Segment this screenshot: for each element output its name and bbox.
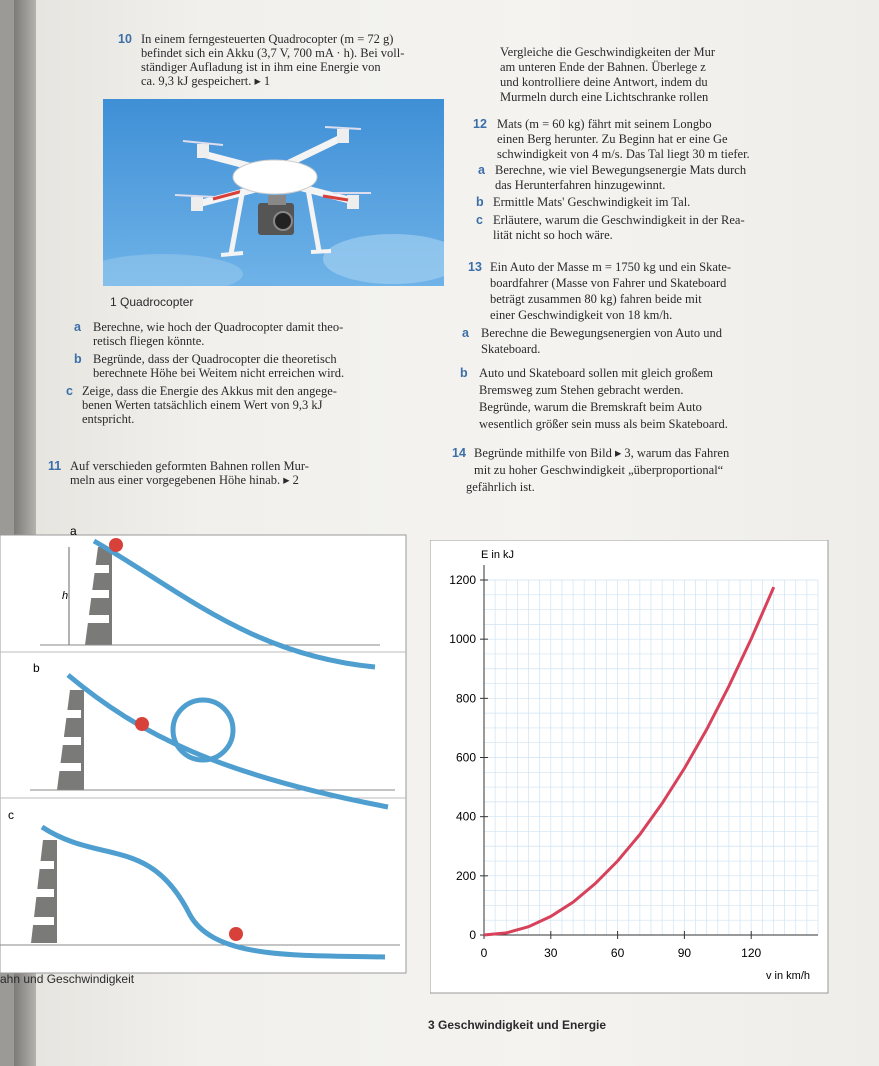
task-13-line-1: Ein Auto der Masse m = 1750 kg und ein Skate- bbox=[490, 260, 732, 274]
task-13-line-3: beträgt zusammen 80 kg) fahren beide mit bbox=[490, 292, 702, 306]
height-label: h bbox=[62, 590, 69, 602]
task-12a-line-2: das Herunterfahren hinzugewinnt. bbox=[495, 178, 666, 192]
right-top-line-4: Murmeln durch eine Lichtschranke rollen bbox=[500, 90, 709, 104]
task-10c-line-2: benen Werten tatsächlich einem Wert von 9,3 kJ bbox=[82, 398, 323, 412]
task-11-number: 11 bbox=[48, 459, 62, 473]
figure-3-caption: 3 Geschwindigkeit und Energie bbox=[428, 1018, 607, 1032]
task-14-line-1: Begründe mithilfe von Bild ▸ 3, warum das Fahren bbox=[474, 446, 730, 460]
y-axis-label: E in kJ bbox=[481, 549, 515, 561]
task-12-line-2: einen Berg herunter. Zu Beginn hat er eine Ge bbox=[497, 132, 728, 146]
task-11-line-1: Auf verschieden geformten Bahnen rollen Mur- bbox=[70, 459, 309, 473]
task-10-number: 10 bbox=[118, 32, 132, 46]
track-label-b: b bbox=[33, 661, 40, 675]
task-12b-line-1: Ermittle Mats' Geschwindigkeit im Tal. bbox=[493, 195, 691, 209]
task-10c-letter: c bbox=[66, 384, 73, 398]
task-13b-letter: b bbox=[460, 366, 468, 380]
task-13b-line-2: Bremsweg zum Stehen gebracht werden. bbox=[479, 383, 684, 397]
y-tick-label: 400 bbox=[455, 809, 476, 824]
task-13b-line-4: wesentlich größer sein muss als beim Skateboard. bbox=[479, 417, 728, 431]
task-10-line-3: ständiger Aufladung ist in ihm eine Energie von bbox=[141, 60, 381, 74]
task-13a-line-1: Berechne die Bewegungsenergien von Auto und bbox=[481, 326, 723, 340]
task-12-line-1: Mats (m = 60 kg) fährt mit seinem Longbo bbox=[497, 117, 712, 131]
track-figure bbox=[0, 505, 410, 975]
energy-chart bbox=[430, 540, 830, 995]
task-13-number: 13 bbox=[468, 260, 482, 274]
task-13b-line-1: Auto und Skateboard sollen mit gleich großem bbox=[479, 366, 713, 380]
x-axis-label: v in km/h bbox=[766, 970, 811, 982]
task-12c-line-2: lität nicht so hoch wäre. bbox=[493, 228, 613, 242]
x-tick-label: 90 bbox=[677, 946, 692, 960]
task-13-line-4: einer Geschwindigkeit von 18 km/h. bbox=[490, 308, 673, 322]
task-10c-line-3: entspricht. bbox=[82, 412, 135, 426]
task-10a-line-2: retisch fliegen könnte. bbox=[93, 334, 205, 348]
y-tick-label: 800 bbox=[455, 691, 476, 706]
task-12a-line-1: Berechne, wie viel Bewegungsenergie Mats durch bbox=[495, 163, 747, 177]
x-tick-label: 60 bbox=[610, 946, 625, 960]
task-10-line-1: In einem ferngesteuerten Quadrocopter (m = 72 g) bbox=[141, 32, 394, 46]
right-top-line-1: Vergleiche die Geschwindigkeiten der Mur bbox=[500, 45, 715, 59]
task-13b-line-3: Begründe, warum die Bremskraft beim Auto bbox=[479, 400, 702, 414]
x-tick-label: 120 bbox=[741, 946, 762, 960]
right-top-line-2: am unteren Ende der Bahnen. Überlege z bbox=[500, 60, 706, 74]
x-tick-label: 30 bbox=[544, 946, 558, 960]
task-12-line-3: schwindigkeit von 4 m/s. Das Tal liegt 30 m tiefer. bbox=[497, 147, 750, 161]
task-13a-line-2: Skateboard. bbox=[481, 342, 541, 356]
task-14-line-2: mit zu hoher Geschwindigkeit „überproportional“ bbox=[474, 463, 724, 477]
y-tick-label: 600 bbox=[455, 750, 476, 765]
quadrocopter-photo bbox=[103, 99, 444, 286]
right-top-line-3: und kontrolliere deine Antwort, indem du bbox=[500, 75, 708, 89]
y-tick-label: 1200 bbox=[449, 573, 476, 587]
task-12-number: 12 bbox=[473, 117, 487, 131]
x-tick-label: 0 bbox=[480, 946, 488, 960]
task-12c-line-1: Erläutere, warum die Geschwindigkeit in der Rea- bbox=[493, 213, 745, 227]
task-10a-line-1: Berechne, wie hoch der Quadrocopter damit theo- bbox=[93, 320, 344, 334]
figure-1-caption: 1 Quadrocopter bbox=[110, 295, 194, 309]
y-tick-label: 0 bbox=[469, 928, 476, 942]
task-12a-letter: a bbox=[478, 163, 485, 177]
task-10-line-2: befindet sich ein Akku (3,7 V, 700 mA · h). Bei voll- bbox=[141, 46, 405, 60]
figure-2-caption: ahn und Geschwindigkeit bbox=[0, 972, 135, 986]
task-10c-line-1: Zeige, dass die Energie des Akkus mit den angege- bbox=[82, 384, 337, 398]
track-label-a: a bbox=[70, 524, 77, 538]
task-11-line-2: meln aus einer vorgegebenen Höhe hinab. ▸ 2 bbox=[70, 473, 299, 487]
track-label-c: c bbox=[8, 808, 14, 822]
task-10a-letter: a bbox=[74, 320, 81, 334]
task-12c-letter: c bbox=[476, 213, 483, 227]
task-10b-line-1: Begründe, dass der Quadrocopter die theoretisch bbox=[93, 352, 337, 366]
task-13-line-2: boardfahrer (Masse von Fahrer und Skateboard bbox=[490, 276, 727, 290]
task-14-number: 14 bbox=[452, 446, 466, 460]
y-tick-label: 1000 bbox=[449, 632, 476, 647]
task-14-line-3: gefährlich ist. bbox=[466, 480, 535, 494]
task-10-line-4: ca. 9,3 kJ gespeichert. ▸ 1 bbox=[141, 74, 271, 88]
task-12b-letter: b bbox=[476, 195, 484, 209]
task-10b-letter: b bbox=[74, 352, 82, 366]
task-10b-line-2: berechnete Höhe bei Weitem nicht erreichen wird. bbox=[93, 366, 345, 380]
task-13a-letter: a bbox=[462, 326, 469, 340]
y-tick-label: 200 bbox=[455, 868, 476, 883]
